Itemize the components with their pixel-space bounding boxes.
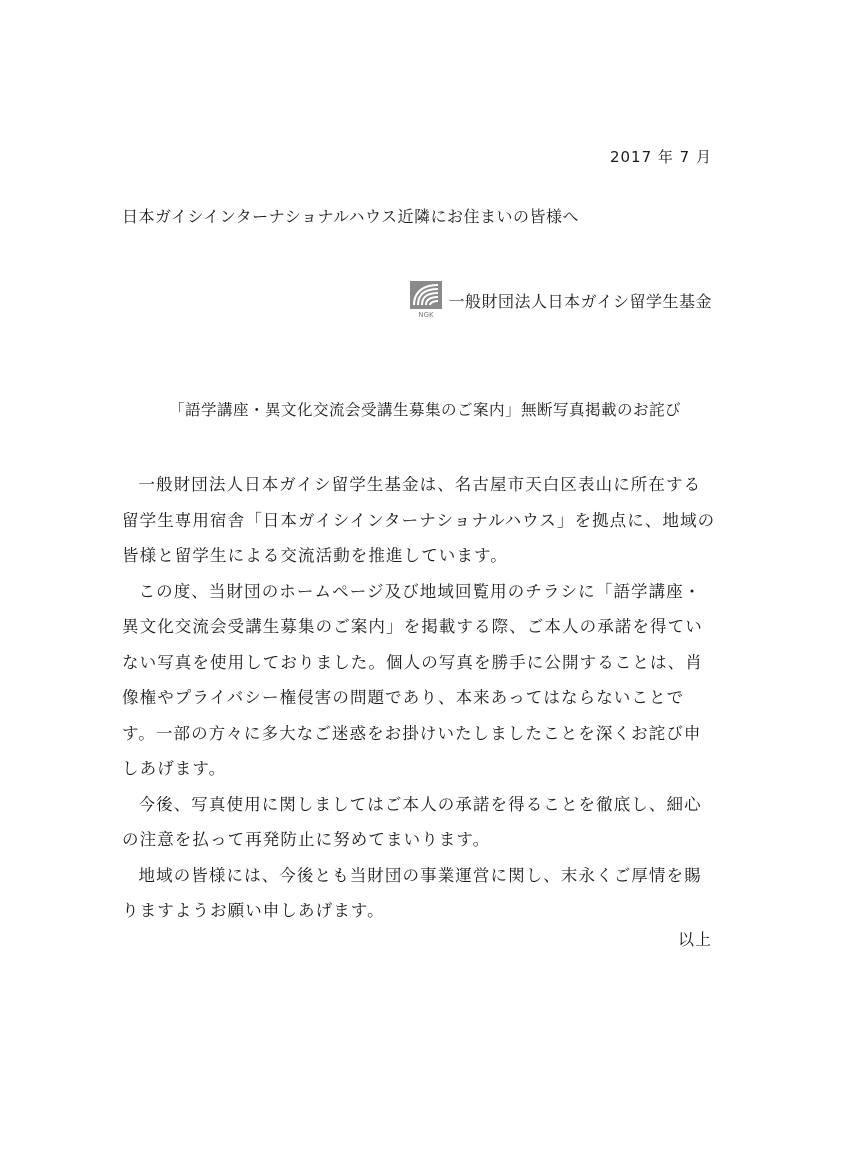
paragraph-4: 地域の皆様には、今後とも当財団の事業運営に関し、末永くご厚情を賜りますようお願い申しあげます。	[122, 865, 702, 920]
ngk-logo-icon	[410, 281, 442, 319]
logo-text: NGK	[418, 311, 435, 319]
letter-body	[122, 467, 718, 929]
letter-addressee: 日本ガイシインターナショナルハウス近隣にお住まいの皆様へ	[122, 207, 580, 226]
letter-sender	[410, 282, 712, 318]
letter-title: 「語学講座・異文化交流会受講生募集のご案内」無断写真掲載のお詫び	[168, 401, 681, 419]
letter-closing: 以上	[677, 930, 712, 949]
paragraph-2: この度、当財団のホームページ及び地域回覧用のチラシに「語学講座・異文化交流会受講生募集のご案内」を掲載する際、ご本人の承諾を得ていない写真を使用しておりました。個人の写真を勝手に公開することは、肖像権やプライバシー権侵害の問題であり、本来あってはならないことです。一部の方々に多大なご迷惑をお掛けいたしましたことを深くお詫び申しあげます。	[122, 581, 703, 778]
paragraph-1: 一般財団法人日本ガイシ留学生基金は、名古屋市天白区表山に所在する留学生専用宿舎「日本ガイシインターナショナルハウス」を拠点に、地域の皆様と留学生による交流活動を推進しています。	[122, 475, 716, 565]
paragraph-3: 今後、写真使用に関しましてはご本人の承諾を得ることを徹底し、細心の注意を払って再発防止に努めてまいります。	[122, 794, 702, 849]
sender-name: 一般財団法人日本ガイシ留学生基金	[448, 291, 712, 311]
letter-date: 2017 年 7 月	[609, 148, 712, 166]
